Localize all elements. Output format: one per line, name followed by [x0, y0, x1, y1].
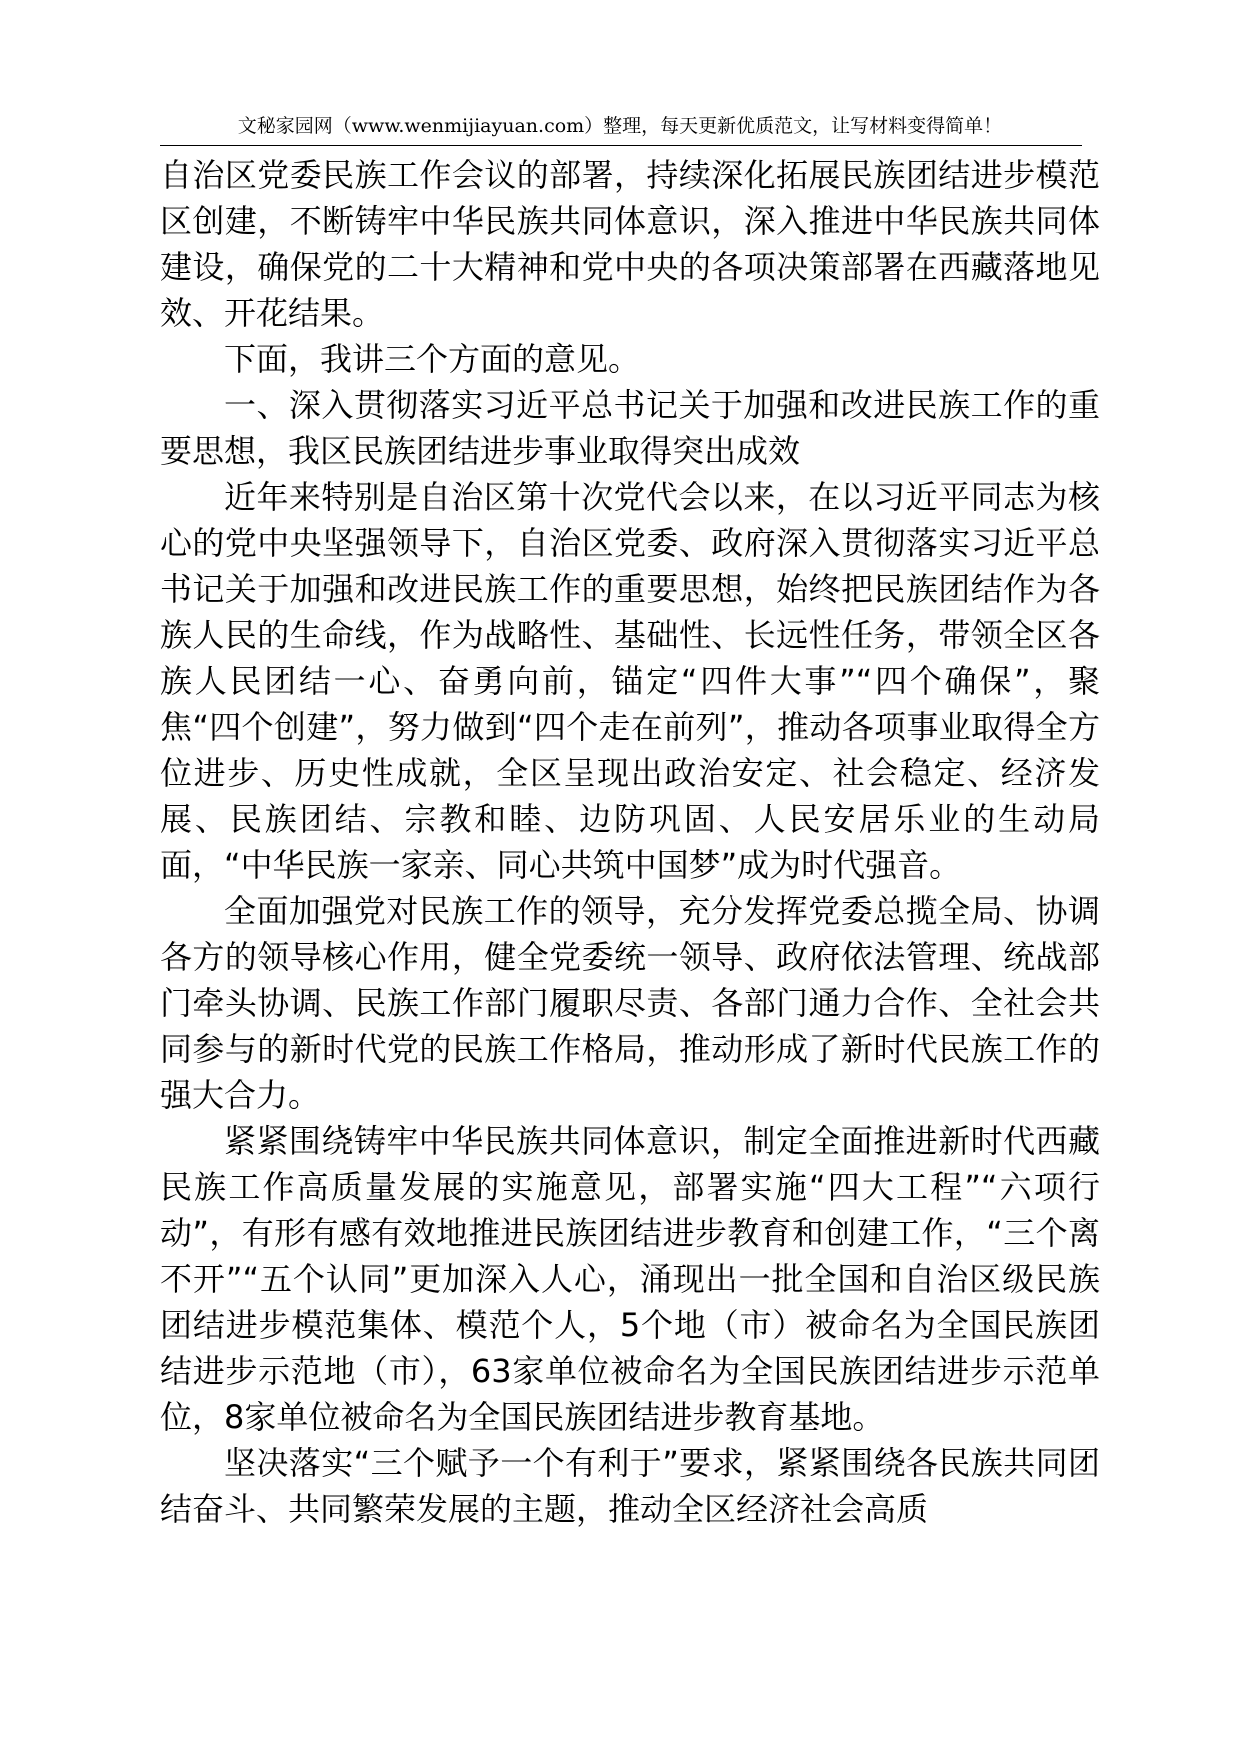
header-divider: [160, 145, 1082, 146]
page-header: 文秘家园网（www.wenmijiayuan.com）整理，每天更新优质范文，让写材料变得简单！: [237, 115, 1003, 137]
paragraph: 近年来特别是自治区第十次党代会以来，在以习近平同志为核心的党中央坚强领导下，自治区党委、政府深入贯彻落实习近平总书记关于加强和改进民族工作的重要思想，始终把民族团结作为各族人民的生命线，作为战略性、基础性、长远性任务，带领全区各族人民团结一心、奋勇向前，锚定“四件大事”“四个确保”，聚焦“四个创建”，努力做到“四个走在前列”，推动各项事业取得全方位进步、历史性成就，全区呈现出政治安定、社会稳定、经济发展、民族团结、宗教和睦、边防巩固、人民安居乐业的生动局面，“中华民族一家亲、同心共筑中国梦”成为时代强音。: [160, 478, 1100, 884]
paragraph: 自治区党委民族工作会议的部署，持续深化拓展民族团结进步模范区创建，不断铸牢中华民族共同体意识，深入推进中华民族共同体建设，确保党的二十大精神和党中央的各项决策部署在西藏落地见效、开花结果。: [160, 156, 1100, 332]
paragraph: 下面，我讲三个方面的意见。: [224, 340, 641, 378]
paragraph: 全面加强党对民族工作的领导，充分发挥党委总揽全局、协调各方的领导核心作用，健全党委统一领导、政府依法管理、统战部门牵头协调、民族工作部门履职尽责、各部门通力合作、全社会共同参与的新时代党的民族工作格局，推动形成了新时代民族工作的强大合力。: [160, 892, 1100, 1114]
paragraph: 坚决落实“三个赋予一个有利于”要求，紧紧围绕各民族共同团结奋斗、共同繁荣发展的主题，推动全区经济社会高质: [160, 1444, 1100, 1528]
paragraph: 紧紧围绕铸牢中华民族共同体意识，制定全面推进新时代西藏民族工作高质量发展的实施意见，部署实施“四大工程”“六项行动”，有形有感有效地推进民族团结进步教育和创建工作，“三个离不开”“五个认同”更加深入人心，涌现出一批全国和自治区级民族团结进步模范集体、模范个人，5个地（市）被命名为全国民族团结进步示范地（市），63家单位被命名为全国民族团结进步示范单位，8家单位被命名为全国民族团结进步教育基地。: [160, 1122, 1100, 1436]
document-body: [160, 152, 1100, 1532]
section-heading: 一、深入贯彻落实习近平总书记关于加强和改进民族工作的重要思想，我区民族团结进步事业取得突出成效: [160, 386, 1100, 470]
